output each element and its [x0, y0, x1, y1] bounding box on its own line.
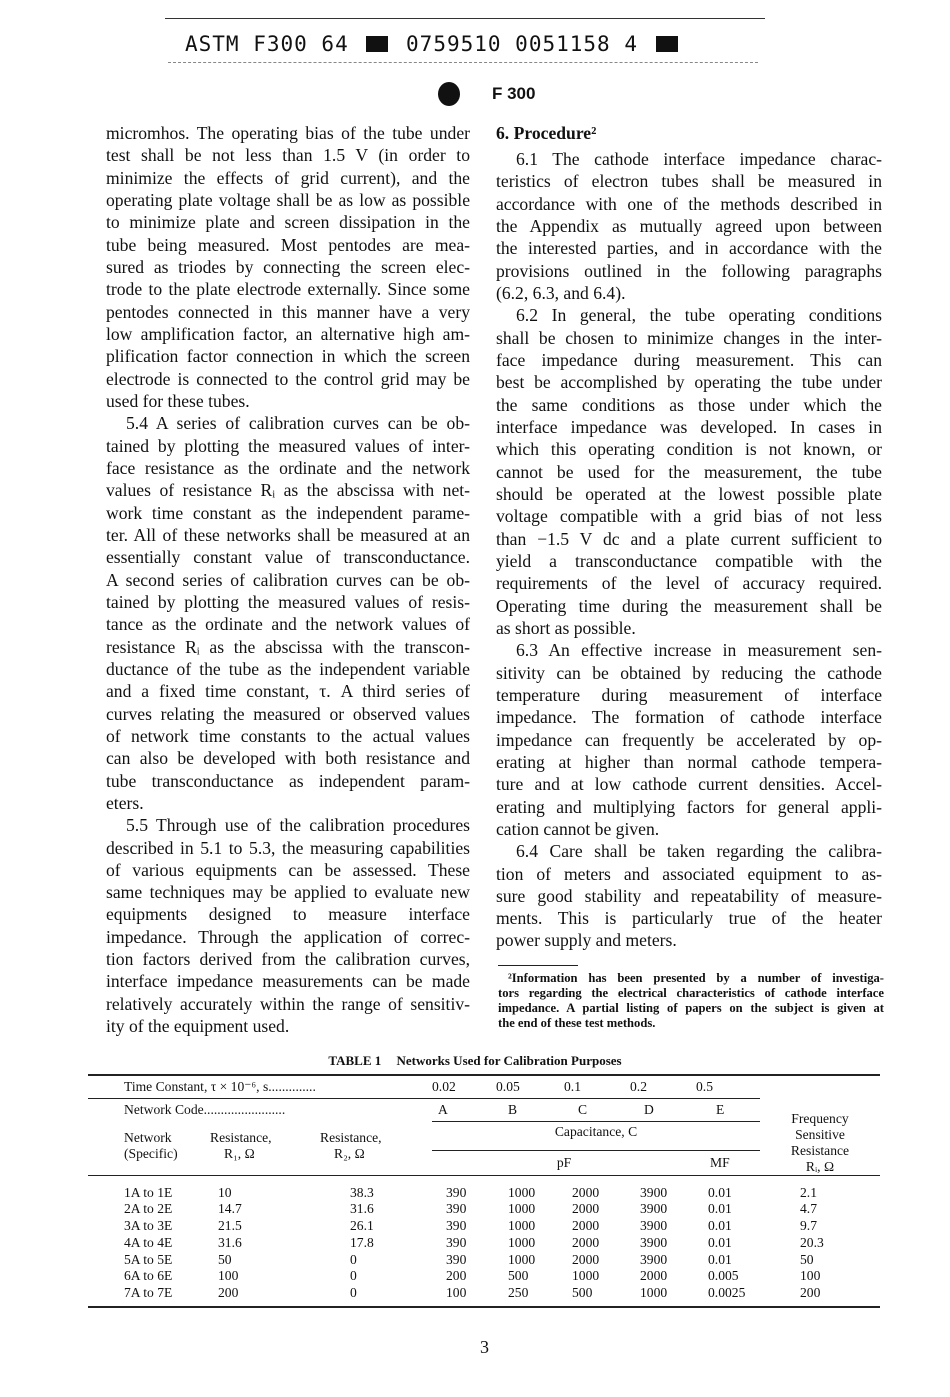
text-line: ity of the equipment used.	[106, 1016, 290, 1037]
paragraph	[106, 412, 470, 814]
text-line: cannot be used for the measurement, the tube	[496, 461, 882, 482]
r1-header-sub: R₁, Ω	[224, 1145, 255, 1161]
table-cell: 3A to 3E	[124, 1218, 173, 1234]
table-cell: 1000	[630, 1285, 696, 1307]
paragraph	[496, 840, 882, 952]
calibration-networks-table	[88, 1074, 880, 1308]
time-constant-cell: 0.5	[696, 1075, 760, 1099]
text-line: cation cannot be given.	[496, 818, 660, 839]
table-cell: 0.01	[708, 1234, 732, 1250]
paragraph	[496, 148, 882, 304]
table-cell: 0.01	[708, 1218, 732, 1234]
text-line: temperature during measurement of interface	[496, 684, 882, 705]
table-cell: 2000	[564, 1175, 630, 1201]
network-header: Network	[124, 1129, 172, 1145]
table-cell: 1000	[508, 1201, 536, 1217]
text-line: minimize the effects of grid current), and the	[106, 167, 470, 188]
table-cell: 100	[218, 1268, 239, 1284]
text-line: ments. This is particularly true of the heater	[496, 908, 882, 929]
time-constant-cell: 0.2	[630, 1075, 696, 1099]
footnote-rule	[498, 965, 578, 966]
table-cell: 2000	[572, 1218, 600, 1234]
block-mark	[656, 36, 678, 52]
text-line: impedance. The formation of cathode interface	[496, 707, 882, 728]
table-cell: 200	[446, 1268, 467, 1284]
table-cell: 4A to 4E	[124, 1234, 173, 1250]
text-line: curves relating the measured or observed values	[106, 703, 470, 724]
table-cell: 1A to 1E	[88, 1175, 210, 1201]
time-constant-cell: 0.1	[564, 1075, 630, 1099]
network-code-label: Network Code........................	[88, 1099, 432, 1122]
table-cell: 0.01	[708, 1201, 732, 1217]
text-line: tion of meters and associated equipment to as-	[496, 863, 882, 884]
text-line: face resistance as the ordinate and the network	[106, 457, 470, 478]
text-line: test shall be not less than 1.5 V (in order to	[106, 145, 470, 166]
pf-header: pF	[556, 1154, 572, 1170]
table-cell: 200	[760, 1285, 880, 1307]
table-cell: 2000	[572, 1201, 600, 1217]
text-line: 6.3 An effective increase in measurement sen-	[516, 640, 882, 661]
table-label: TABLE 1	[328, 1053, 382, 1068]
text-line: tance as the ordinate and the network values of	[106, 614, 470, 635]
text-line: plification factor connection in which the screen	[106, 346, 470, 367]
text-line: can also be developed with both resistance and	[106, 748, 470, 769]
table-cell: 3900	[640, 1218, 668, 1234]
text-line: to minimize plate and screen dissipation in the	[106, 212, 470, 233]
table-cell: 14.7	[218, 1201, 242, 1217]
header-top-rule	[165, 18, 765, 19]
table-cell: 50	[218, 1251, 232, 1267]
text-line: erating and multiplying factors for general appli-	[496, 796, 882, 817]
paragraph	[106, 122, 470, 412]
table-cell: 390	[446, 1234, 467, 1250]
table-cell: 2000	[572, 1234, 600, 1250]
network-code-cell: B	[496, 1099, 564, 1122]
table-cell: 31.6	[218, 1234, 242, 1250]
paragraph	[106, 814, 470, 1037]
text-line: interface impedance measurements can be made	[106, 971, 470, 992]
page-number: 3	[480, 1337, 489, 1357]
code-part: ASTM F300 64	[185, 32, 349, 56]
table-cell: 2.1	[760, 1175, 880, 1201]
text-line: voltage compatible with a grid bias of not less	[496, 506, 882, 527]
table-cell: 0	[320, 1285, 432, 1307]
time-constant-cell: 0.05	[496, 1075, 564, 1099]
table-cell: 0.0025	[696, 1285, 760, 1307]
table-cell: 200	[210, 1285, 320, 1307]
text-line: pentodes connected in this manner have a very	[106, 301, 470, 322]
table-cell: 100	[432, 1285, 496, 1307]
text-line: than −1.5 V dc and a plate current sufficient to	[496, 528, 882, 549]
table-cell: 6A to 6E	[124, 1268, 173, 1284]
text-line: tained by plotting the measured values of inter-	[106, 435, 470, 456]
header-bottom-rule	[168, 62, 758, 63]
table-cell: 38.3	[320, 1175, 432, 1201]
table-cell: 0.01	[708, 1251, 732, 1267]
text-line: operating plate voltage shall be as low as possible	[106, 189, 470, 210]
table-cell: 26.1	[350, 1218, 374, 1234]
block-mark	[366, 36, 388, 52]
text-line: work time constant as the independent parame-	[106, 502, 470, 523]
text-line: interface impedance was developed. In cases in	[496, 416, 882, 437]
table-row	[88, 1268, 880, 1285]
paragraph	[496, 304, 882, 639]
capacitance-header: Capacitance, C	[432, 1122, 760, 1151]
table-cell: 0.005	[708, 1268, 739, 1284]
text-line: requirements of the level of accuracy required.	[496, 573, 882, 594]
text-line: of network time constants to the actual values	[106, 725, 470, 746]
text-line: of various equipments can be assessed. These	[106, 859, 470, 880]
text-line: sure good stability and repeatability of measure-	[496, 885, 882, 906]
text-line: impedance. Through the application of correc-	[106, 926, 470, 947]
text-line: trode to the plate electrode externally. Since some	[106, 279, 470, 300]
time-constant-label: Time Constant, τ × 10⁻⁶, s..............	[88, 1075, 432, 1099]
text-line: 6.2 In general, the tube operating conditions	[516, 305, 882, 326]
table-cell: 17.8	[350, 1234, 374, 1250]
text-line: tube being measured. Most pentodes are mea-	[106, 234, 470, 255]
text-line: (6.2, 6.3, and 6.4).	[496, 282, 626, 303]
table-cell: 1000	[508, 1234, 536, 1250]
table-cell: 1000	[572, 1268, 600, 1284]
text-line: the interested parties, and in accordance with the	[496, 238, 882, 259]
text-line: Operating time during the measurement shall be	[496, 595, 882, 616]
text-line: power supply and meters.	[496, 930, 677, 951]
text-line: A second series of calibration curves can be ob-	[106, 569, 470, 590]
mf-header: MF	[710, 1154, 730, 1170]
document-code-line	[185, 32, 682, 56]
time-constant-cell: 0.02	[432, 1075, 496, 1099]
table-cell: 50	[800, 1251, 814, 1267]
text-line: micromhos. The operating bias of the tube under	[106, 123, 470, 143]
network-code-cell: C	[564, 1099, 630, 1122]
left-column	[106, 122, 470, 1037]
text-line: ture and at low cathode current densities. Accel-	[496, 774, 882, 795]
text-line: ter. All of these networks shall be measured at an	[106, 524, 470, 545]
table-cell: 4.7	[800, 1201, 817, 1217]
freq-header-sub: Rᵢ, Ω	[805, 1158, 835, 1174]
table-cell: 3900	[640, 1234, 668, 1250]
text-line: the Appendix as mutually agreed upon between	[496, 215, 882, 236]
table-row	[88, 1252, 880, 1269]
text-line: which this operating condition is not known, or	[496, 439, 882, 460]
text-line: erating at higher than normal cathode tempera-	[496, 751, 882, 772]
text-line: ductance of the tube as the independent variable	[106, 658, 470, 679]
code-part: 0759510 0051158 4	[406, 32, 638, 56]
paragraph	[496, 639, 882, 840]
table-cell: 390	[446, 1201, 467, 1217]
table-row	[88, 1218, 880, 1235]
text-line: resistance Rᵢ as the abscissa with the transcon-	[106, 636, 470, 657]
text-line: should be operated at the lowest possible plate	[496, 483, 882, 504]
table-cell: 0	[350, 1268, 357, 1284]
text-line: provisions outlined in the following paragraphs	[496, 260, 882, 281]
network-header-sub: (Specific)	[124, 1145, 178, 1161]
text-line: shall be chosen to minimize changes in the inter-	[496, 327, 882, 348]
table-cell: 100	[800, 1268, 821, 1284]
text-line: impedance can frequently be accelerated by op-	[496, 729, 882, 750]
text-line: same techniques may be applied to evaluate new	[106, 882, 470, 903]
text-line: and a fixed time constant, τ. A third series of	[106, 681, 470, 702]
text-line: essentially constant value of transconductance.	[106, 547, 470, 568]
network-code-cell: D	[630, 1099, 696, 1122]
network-code-cell: A	[432, 1099, 496, 1122]
r2-header-sub: R₂, Ω	[334, 1145, 365, 1161]
table-cell: 31.6	[350, 1201, 374, 1217]
table-row	[88, 1285, 880, 1307]
table-cell: 21.5	[218, 1218, 242, 1234]
table-cell: 0.01	[696, 1175, 760, 1201]
table-cell: 20.3	[800, 1234, 824, 1250]
text-line: yield a transconductance compatible with the	[496, 550, 882, 571]
table-cell: 2000	[640, 1268, 668, 1284]
table-row	[88, 1235, 880, 1252]
text-line: 6.4 Care shall be taken regarding the calibra-	[516, 841, 882, 862]
table-cell: 3900	[640, 1201, 668, 1217]
text-line: best be accomplished by operating the tube under	[496, 372, 882, 393]
text-line: relatively accurately within the range of sensitiv-	[106, 993, 470, 1014]
table-row	[88, 1175, 880, 1201]
text-line: teristics of electron tubes shall be measured in	[496, 171, 882, 192]
text-line: equipments designed to measure interface	[106, 904, 470, 925]
table-cell: 2A to 2E	[124, 1201, 173, 1217]
table-cell: 390	[432, 1175, 496, 1201]
text-line: electrode is connected to the control grid may be	[106, 368, 470, 389]
table-cell: 250	[496, 1285, 564, 1307]
table-cell: 500	[564, 1285, 630, 1307]
time-constant-row	[88, 1075, 880, 1099]
table-cell: 390	[446, 1218, 467, 1234]
text-line: 5.4 A series of calibration curves can be ob-	[126, 413, 470, 434]
table-cell: 390	[446, 1251, 467, 1267]
r1-header: Resistance,	[210, 1129, 272, 1145]
text-line: values of resistance Rᵢ as the abscissa with net-	[106, 480, 470, 501]
footnote-line: ²Information has been presented by a number of investiga-	[508, 971, 884, 985]
table-cell: 7A to 7E	[88, 1285, 210, 1307]
procedure-paragraphs	[496, 148, 882, 952]
text-line: face impedance during measurement. This can	[496, 349, 882, 370]
text-line: low amplification factor, an alternative high am-	[106, 323, 470, 344]
right-column	[496, 122, 882, 952]
footnote-line: impedance. A partial listing of papers on the subject is given at	[498, 1001, 884, 1015]
table-cell: 9.7	[800, 1218, 817, 1234]
standard-designation: F 300	[492, 84, 536, 103]
table-cell: 1000	[496, 1175, 564, 1201]
freq-header: Frequency Sensitive Resistance	[790, 1110, 850, 1158]
table-cell: 2000	[572, 1251, 600, 1267]
table-title: Networks Used for Calibration Purposes	[396, 1053, 622, 1068]
table-caption	[0, 1053, 950, 1069]
text-line: described in 5.1 to 5.3, the measuring capabilities	[106, 837, 470, 858]
text-line: accordance with one of the methods described in	[496, 193, 882, 214]
table-cell: 500	[508, 1268, 529, 1284]
text-line: the same conditions as those under which the	[496, 394, 882, 415]
table-cell: 3900	[630, 1175, 696, 1201]
r2-header: Resistance,	[320, 1129, 382, 1145]
text-line: used for these tubes.	[106, 390, 250, 411]
table-row	[88, 1201, 880, 1218]
text-line: 5.5 Through use of the calibration procedures	[126, 815, 470, 836]
text-line: tube transconductance as independent param-	[106, 770, 470, 791]
astm-logo	[438, 82, 460, 106]
text-line: sitivity can be obtained by reducing the cathode	[496, 662, 882, 683]
table-cell: 1000	[508, 1251, 536, 1267]
text-line: sured as triodes by connecting the screen elec-	[106, 256, 470, 277]
network-code-row	[88, 1099, 880, 1122]
footnote-line: the end of these test methods.	[498, 1016, 656, 1030]
text-line: as short as possible.	[496, 617, 636, 638]
footnote-line: tors regarding the electrical characteristics of cathode interface	[498, 986, 884, 1000]
section-heading: 6. Procedure²	[496, 123, 597, 143]
text-line: 6.1 The cathode interface impedance charac-	[516, 149, 882, 169]
text-line: tained by plotting the measured values of resis-	[106, 591, 470, 612]
text-line: tion factors derived from the calibration curves,	[106, 949, 470, 970]
footnote	[498, 971, 884, 1031]
table-cell: 3900	[640, 1251, 668, 1267]
table-cell: 10	[210, 1175, 320, 1201]
table-cell: 1000	[508, 1218, 536, 1234]
table-cell: 5A to 5E	[124, 1251, 173, 1267]
table-cell: 0	[350, 1251, 357, 1267]
text-line: eters.	[106, 792, 144, 813]
network-code-cell: E	[696, 1099, 760, 1122]
